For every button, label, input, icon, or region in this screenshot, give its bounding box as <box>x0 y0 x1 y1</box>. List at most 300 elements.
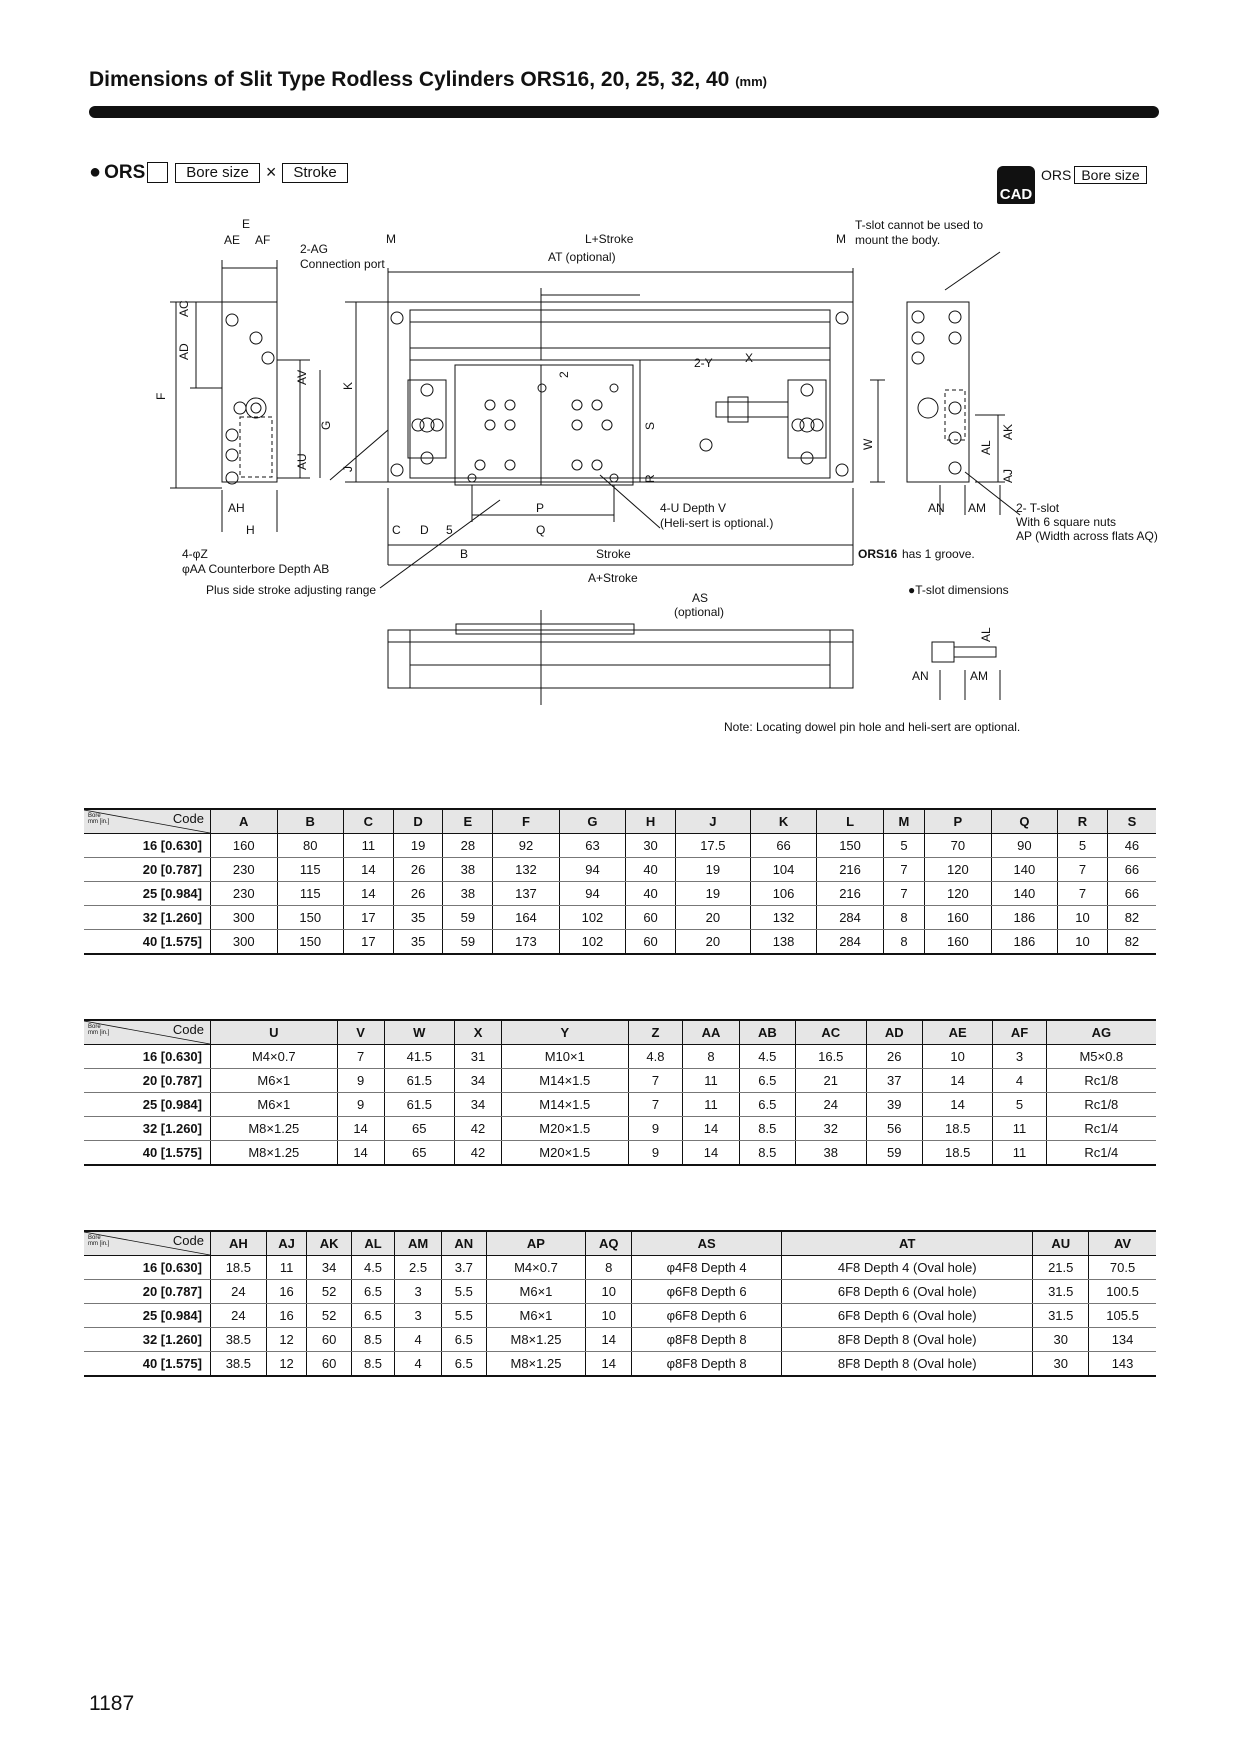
svg-text:AL: AL <box>979 627 993 642</box>
table-cell: 7 <box>628 1093 683 1117</box>
table-cell: 5 <box>1058 834 1108 858</box>
table-cell: 7 <box>337 1045 384 1069</box>
option-box <box>147 162 168 183</box>
table-cell: 2.5 <box>395 1256 442 1280</box>
table-cell: 3 <box>395 1304 442 1328</box>
table-row <box>84 1280 1156 1304</box>
table-cell: 6.5 <box>351 1304 394 1328</box>
cad-icon[interactable]: CAD <box>997 166 1035 204</box>
table-cell: M5×0.8 <box>1046 1045 1156 1069</box>
cad-bore-box: Bore size <box>1074 166 1146 184</box>
title-unit: (mm) <box>735 74 767 89</box>
table-cell: 160 <box>211 834 278 858</box>
table-cell: 8.5 <box>351 1328 394 1352</box>
table-cell: 63 <box>559 834 626 858</box>
table-cell: 8.5 <box>739 1141 795 1166</box>
table-cell: 6.5 <box>442 1328 486 1352</box>
table-cell: 216 <box>817 858 884 882</box>
table-cell: 14 <box>922 1069 993 1093</box>
table-cell: 59 <box>443 906 493 930</box>
table-cell: 14 <box>344 858 394 882</box>
table-cell: 19 <box>675 858 750 882</box>
svg-text:AJ: AJ <box>1001 468 1015 483</box>
col-header: AV <box>1089 1231 1156 1256</box>
table-cell: 143 <box>1089 1352 1156 1377</box>
table-cell: 11 <box>683 1069 739 1093</box>
svg-text:H: H <box>246 523 255 537</box>
table-cell: 10 <box>1058 906 1108 930</box>
table-cell: 10 <box>1058 930 1108 955</box>
table-cell: 3 <box>395 1280 442 1304</box>
table-cell: 186 <box>991 906 1058 930</box>
table-cell: 92 <box>493 834 560 858</box>
table-cell: 46 <box>1107 834 1156 858</box>
table-cell: 104 <box>750 858 817 882</box>
table-cell: M10×1 <box>501 1045 628 1069</box>
table-cell: 38 <box>443 858 493 882</box>
table-cell: 52 <box>307 1280 351 1304</box>
table-cell: 26 <box>393 882 443 906</box>
table-cell: 10 <box>922 1045 993 1069</box>
svg-text:W: W <box>861 438 875 450</box>
table-row <box>84 1045 1156 1069</box>
table-cell: 284 <box>817 930 884 955</box>
table-cell: Rc1/8 <box>1046 1069 1156 1093</box>
table-cell: 4 <box>395 1328 442 1352</box>
table-cell: 14 <box>683 1117 739 1141</box>
table-row <box>84 1093 1156 1117</box>
table-cell: 5.5 <box>442 1280 486 1304</box>
table-cell: 38 <box>443 882 493 906</box>
col-header: AH <box>211 1231 267 1256</box>
page-title: Dimensions of Slit Type Rodless Cylinders ORS16, 20, 25, 32, 40 (mm) <box>89 68 767 91</box>
col-header: AE <box>922 1020 993 1045</box>
table-cell: 120 <box>925 858 992 882</box>
table-cell: 7 <box>1058 882 1108 906</box>
svg-text:Connection port: Connection port <box>300 257 385 271</box>
table-cell: 16 <box>266 1280 307 1304</box>
svg-text:2-AG: 2-AG <box>300 242 329 256</box>
table-cell: 37 <box>866 1069 922 1093</box>
table-cell: 66 <box>1107 858 1156 882</box>
svg-text:AM: AM <box>968 501 986 515</box>
table-cell: 17 <box>344 930 394 955</box>
bore-size-cell: 16 [0.630] <box>84 1256 211 1280</box>
table-cell: 5 <box>883 834 924 858</box>
svg-text:C: C <box>392 523 401 537</box>
table-cell: 16.5 <box>795 1045 866 1069</box>
table-cell: 80 <box>277 834 344 858</box>
bore-size-box: Bore size <box>175 163 260 183</box>
table-corner: Code Bore mm [in.] <box>84 1020 211 1045</box>
table-cell: 16 <box>266 1304 307 1328</box>
table-cell: M14×1.5 <box>501 1093 628 1117</box>
table-cell: 150 <box>817 834 884 858</box>
model-code <box>89 161 352 184</box>
table-cell: 90 <box>991 834 1058 858</box>
svg-text:2- T-slot: 2- T-slot <box>1016 501 1060 515</box>
col-header: AP <box>486 1231 586 1256</box>
col-header: D <box>393 809 443 834</box>
table-cell: 9 <box>337 1069 384 1093</box>
table-cell: 230 <box>211 858 278 882</box>
svg-text:S: S <box>643 421 657 430</box>
dimension-table-3 <box>84 1230 1156 1377</box>
dimension-table-2 <box>84 1019 1156 1166</box>
table-cell: 4 <box>993 1069 1046 1093</box>
table-cell: 4F8 Depth 4 (Oval hole) <box>782 1256 1033 1280</box>
table-cell: 38.5 <box>211 1352 267 1377</box>
table-corner: Code Bore mm [in.] <box>84 809 211 834</box>
svg-text:Plus side stroke adjusting ran: Plus side stroke adjusting range <box>206 583 377 597</box>
table-cell: 134 <box>1089 1328 1156 1352</box>
table-cell: 140 <box>991 882 1058 906</box>
table-cell: M6×1 <box>211 1069 338 1093</box>
table-cell: 14 <box>337 1141 384 1166</box>
table-cell: 132 <box>750 906 817 930</box>
table-cell: M8×1.25 <box>211 1117 338 1141</box>
table-cell: 18.5 <box>922 1141 993 1166</box>
col-header: A <box>211 809 278 834</box>
table-cell: 300 <box>211 930 278 955</box>
table-cell: 59 <box>443 930 493 955</box>
col-header: S <box>1107 809 1156 834</box>
col-header: AL <box>351 1231 394 1256</box>
svg-text:AV: AV <box>295 369 309 385</box>
bullet-icon: ● <box>89 161 102 183</box>
col-header: L <box>817 809 884 834</box>
table-cell: 28 <box>443 834 493 858</box>
col-header: M <box>883 809 924 834</box>
bore-size-cell: 20 [0.787] <box>84 858 211 882</box>
table-cell: 18.5 <box>211 1256 267 1280</box>
table-cell: 186 <box>991 930 1058 955</box>
table-cell: 14 <box>922 1093 993 1117</box>
col-header: P <box>925 809 992 834</box>
svg-text:ORS16: ORS16 <box>858 547 898 561</box>
svg-text:T-slot cannot be used to: T-slot cannot be used to <box>855 218 984 232</box>
table-cell: 6F8 Depth 6 (Oval hole) <box>782 1304 1033 1328</box>
table-cell: M8×1.25 <box>486 1352 586 1377</box>
table-cell: 11 <box>993 1141 1046 1166</box>
svg-text:has 1 groove.: has 1 groove. <box>902 547 975 561</box>
table-cell: 6.5 <box>739 1093 795 1117</box>
table-cell: 9 <box>628 1117 683 1141</box>
svg-text:Q: Q <box>536 523 546 537</box>
svg-text:P: P <box>536 501 545 515</box>
bore-size-cell: 20 [0.787] <box>84 1280 211 1304</box>
col-header: AD <box>866 1020 922 1045</box>
table-cell: M6×1 <box>486 1304 586 1328</box>
table-cell: 4.5 <box>739 1045 795 1069</box>
table-cell: 6F8 Depth 6 (Oval hole) <box>782 1280 1033 1304</box>
table-cell: 65 <box>384 1141 455 1166</box>
svg-text:●T-slot dimensions: ●T-slot dimensions <box>908 583 1009 597</box>
table-cell: 11 <box>993 1117 1046 1141</box>
table-cell: 100.5 <box>1089 1280 1156 1304</box>
table-cell: 38.5 <box>211 1328 267 1352</box>
table-cell: 14 <box>683 1141 739 1166</box>
table-cell: 30 <box>1033 1328 1089 1352</box>
table-cell: 82 <box>1107 930 1156 955</box>
cad-model-ref: ORS Bore size <box>1041 167 1147 183</box>
table-cell: 61.5 <box>384 1069 455 1093</box>
svg-text:AK: AK <box>1001 423 1015 440</box>
table-cell: 24 <box>211 1304 267 1328</box>
svg-text:AD: AD <box>177 343 191 360</box>
table-cell: 42 <box>455 1141 502 1166</box>
table-cell: 4.5 <box>351 1256 394 1280</box>
svg-text:R: R <box>643 474 657 483</box>
table-cell: 4.8 <box>628 1045 683 1069</box>
svg-text:φAA Counterbore Depth AB: φAA Counterbore Depth AB <box>182 562 330 576</box>
table-cell: M4×0.7 <box>486 1256 586 1280</box>
svg-text:J: J <box>341 466 355 472</box>
table-cell: 173 <box>493 930 560 955</box>
table-cell: 94 <box>559 882 626 906</box>
stroke-box: Stroke <box>282 163 347 183</box>
col-header: H <box>626 809 676 834</box>
table-cell: M6×1 <box>211 1093 338 1117</box>
table-cell: 34 <box>455 1069 502 1093</box>
col-header: F <box>493 809 560 834</box>
svg-text:AT (optional): AT (optional) <box>548 250 616 264</box>
svg-text:K: K <box>341 381 355 390</box>
table-cell: 284 <box>817 906 884 930</box>
table-cell: 24 <box>795 1093 866 1117</box>
table-cell: 35 <box>393 930 443 955</box>
title-rule <box>89 106 1159 118</box>
col-header: Y <box>501 1020 628 1045</box>
table-cell: 70.5 <box>1089 1256 1156 1280</box>
svg-text:G: G <box>319 420 333 430</box>
bore-size-cell: 32 [1.260] <box>84 906 211 930</box>
table-cell: 38 <box>795 1141 866 1166</box>
table-cell: 41.5 <box>384 1045 455 1069</box>
table-cell: 66 <box>1107 882 1156 906</box>
table-cell: φ4F8 Depth 4 <box>632 1256 782 1280</box>
table-cell: M6×1 <box>486 1280 586 1304</box>
table-cell: 60 <box>626 906 676 930</box>
table-cell: 52 <box>307 1304 351 1328</box>
svg-text:Stroke: Stroke <box>596 547 631 561</box>
col-header: Q <box>991 809 1058 834</box>
svg-text:AL: AL <box>979 440 993 455</box>
table-cell: 230 <box>211 882 278 906</box>
table-cell: 66 <box>750 834 817 858</box>
table-cell: 26 <box>866 1045 922 1069</box>
table-cell: φ8F8 Depth 8 <box>632 1328 782 1352</box>
table-cell: 5.5 <box>442 1304 486 1328</box>
table-cell: 3 <box>993 1045 1046 1069</box>
col-header: AM <box>395 1231 442 1256</box>
table-cell: Rc1/4 <box>1046 1117 1156 1141</box>
svg-text:F: F <box>154 392 168 400</box>
col-header: AA <box>683 1020 739 1045</box>
table-row <box>84 906 1156 930</box>
table-row <box>84 1304 1156 1328</box>
table-cell: 4 <box>395 1352 442 1377</box>
table-cell: 17.5 <box>675 834 750 858</box>
svg-text:With 6 square nuts: With 6 square nuts <box>1016 515 1117 529</box>
page-number: 1187 <box>89 1692 135 1715</box>
table-cell: 65 <box>384 1117 455 1141</box>
table-cell: M20×1.5 <box>501 1117 628 1141</box>
col-header: X <box>455 1020 502 1045</box>
table-cell: 17 <box>344 906 394 930</box>
table-row <box>84 1141 1156 1166</box>
col-header: C <box>344 809 394 834</box>
table-cell: 82 <box>1107 906 1156 930</box>
svg-text:B: B <box>460 547 469 561</box>
table-cell: 102 <box>559 930 626 955</box>
table-cell: 56 <box>866 1117 922 1141</box>
table-cell: 8 <box>883 906 924 930</box>
svg-text:(Heli-sert is optional.): (Heli-sert is optional.) <box>660 516 774 530</box>
svg-text:mount the body.: mount the body. <box>855 233 941 247</box>
table-cell: 7 <box>1058 858 1108 882</box>
table-cell: 24 <box>211 1280 267 1304</box>
model-prefix: ORS <box>104 161 146 183</box>
col-header: B <box>277 809 344 834</box>
table-cell: 3.7 <box>442 1256 486 1280</box>
table-cell: 21.5 <box>1033 1256 1089 1280</box>
svg-text:M: M <box>386 232 396 246</box>
table-cell: 216 <box>817 882 884 906</box>
table-cell: 32 <box>795 1117 866 1141</box>
table-cell: 300 <box>211 906 278 930</box>
svg-text:AC: AC <box>177 300 191 317</box>
table-cell: 14 <box>586 1352 632 1377</box>
table-cell: 8 <box>883 930 924 955</box>
table-cell: 138 <box>750 930 817 955</box>
table-cell: 105.5 <box>1089 1304 1156 1328</box>
table-cell: M20×1.5 <box>501 1141 628 1166</box>
table-row <box>84 1352 1156 1377</box>
col-header: J <box>675 809 750 834</box>
table-row <box>84 1256 1156 1280</box>
svg-text:AN: AN <box>928 501 945 515</box>
table-cell: 94 <box>559 858 626 882</box>
table-row <box>84 882 1156 906</box>
table-cell: 6.5 <box>739 1069 795 1093</box>
table-row <box>84 1069 1156 1093</box>
svg-text:4-φZ: 4-φZ <box>182 547 208 561</box>
col-header: K <box>750 809 817 834</box>
table-cell: 60 <box>307 1352 351 1377</box>
svg-text:M: M <box>836 232 846 246</box>
col-header: AC <box>795 1020 866 1045</box>
table-cell: M8×1.25 <box>486 1328 586 1352</box>
col-header: AB <box>739 1020 795 1045</box>
table-cell: 20 <box>675 906 750 930</box>
table-cell: 70 <box>925 834 992 858</box>
table-cell: 61.5 <box>384 1093 455 1117</box>
table-cell: Rc1/8 <box>1046 1093 1156 1117</box>
table-cell: 6.5 <box>442 1352 486 1377</box>
table-cell: 9 <box>628 1141 683 1166</box>
table-cell: 21 <box>795 1069 866 1093</box>
table-cell: 11 <box>344 834 394 858</box>
svg-text:L+Stroke: L+Stroke <box>585 232 634 246</box>
table-row <box>84 930 1156 955</box>
table-cell: 115 <box>277 858 344 882</box>
svg-text:AM: AM <box>970 669 988 683</box>
table-cell: 14 <box>586 1328 632 1352</box>
table-cell: 160 <box>925 906 992 930</box>
table-cell: Rc1/4 <box>1046 1141 1156 1166</box>
table-cell: 8 <box>586 1256 632 1280</box>
col-header: U <box>211 1020 338 1045</box>
table-cell: 8F8 Depth 8 (Oval hole) <box>782 1328 1033 1352</box>
note-text: Note: Locating dowel pin hole and heli-sert are optional. <box>724 720 1021 734</box>
table-cell: 7 <box>883 882 924 906</box>
col-header: AU <box>1033 1231 1089 1256</box>
table-cell: 137 <box>493 882 560 906</box>
table-row <box>84 858 1156 882</box>
table-cell: 20 <box>675 930 750 955</box>
table-cell: 7 <box>883 858 924 882</box>
col-header: G <box>559 809 626 834</box>
bore-size-cell: 40 [1.575] <box>84 1352 211 1377</box>
table-cell: 31.5 <box>1033 1304 1089 1328</box>
table-cell: 11 <box>683 1093 739 1117</box>
bore-size-cell: 25 [0.984] <box>84 1304 211 1328</box>
table-cell: 8.5 <box>351 1352 394 1377</box>
table-cell: 14 <box>337 1117 384 1141</box>
table-cell: 6.5 <box>351 1280 394 1304</box>
svg-text:D: D <box>420 523 429 537</box>
svg-text:2-Y: 2-Y <box>694 356 713 370</box>
svg-text:5: 5 <box>446 523 453 537</box>
table-cell: φ6F8 Depth 6 <box>632 1280 782 1304</box>
table-cell: 12 <box>266 1328 307 1352</box>
col-header: Z <box>628 1020 683 1045</box>
bore-size-cell: 25 [0.984] <box>84 1093 211 1117</box>
svg-text:2: 2 <box>557 371 571 378</box>
dimension-table-1 <box>84 808 1156 955</box>
bore-size-cell: 40 [1.575] <box>84 1141 211 1166</box>
table-cell: 164 <box>493 906 560 930</box>
bore-size-cell: 40 [1.575] <box>84 930 211 955</box>
dimension-drawing <box>0 210 1240 710</box>
svg-text:AF: AF <box>255 233 271 247</box>
bore-size-cell: 20 [0.787] <box>84 1069 211 1093</box>
bore-size-cell: 16 [0.630] <box>84 834 211 858</box>
table-cell: 9 <box>337 1093 384 1117</box>
times-symbol: × <box>265 162 277 182</box>
table-cell: 19 <box>675 882 750 906</box>
table-row <box>84 1117 1156 1141</box>
table-cell: 60 <box>626 930 676 955</box>
svg-text:AH: AH <box>228 501 245 515</box>
svg-text:E: E <box>241 217 251 231</box>
table-cell: 18.5 <box>922 1117 993 1141</box>
table-cell: 10 <box>586 1280 632 1304</box>
table-cell: 132 <box>493 858 560 882</box>
bore-size-cell: 32 [1.260] <box>84 1117 211 1141</box>
table-cell: 34 <box>455 1093 502 1117</box>
table-cell: M4×0.7 <box>211 1045 338 1069</box>
col-header: E <box>443 809 493 834</box>
col-header: AJ <box>266 1231 307 1256</box>
svg-text:4-U Depth V: 4-U Depth V <box>660 501 727 515</box>
svg-text:(optional): (optional) <box>674 605 725 619</box>
table-cell: 59 <box>866 1141 922 1166</box>
table-cell: 8 <box>683 1045 739 1069</box>
col-header: AN <box>442 1231 486 1256</box>
bore-size-cell: 25 [0.984] <box>84 882 211 906</box>
